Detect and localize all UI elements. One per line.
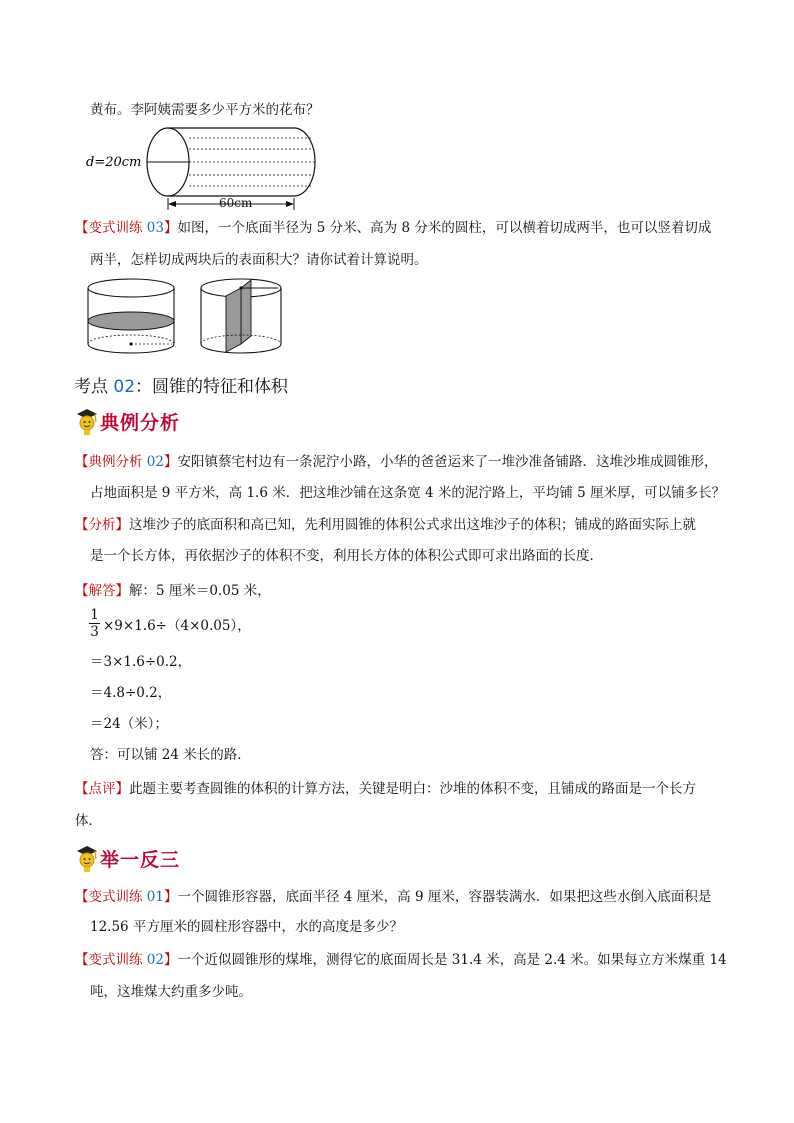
exercise-01: 【变式训练 01】一个圆锥形容器，底面半径 4 厘米，高 9 厘米，容器装满水．如果把这些水倒入底面积是 bbox=[75, 889, 712, 905]
example-02: 【典例分析 02】安阳镇蔡宅村边有一条泥泞小路，小华的爸爸运来了一堆沙准备铺路．这堆沙堆成圆锥形， bbox=[75, 454, 718, 470]
cylinder-figure bbox=[82, 124, 342, 214]
exercise-03: 【变式训练 03】如图，一个底面半径为 5 分米、高为 8 分米的圆柱，可以横着切成两半，也可以竖着切成 bbox=[75, 220, 712, 236]
length-label: 60cm bbox=[219, 196, 253, 210]
comment-tag: 【点评】 bbox=[75, 781, 129, 797]
answer-tag: 【解答】 bbox=[75, 583, 129, 599]
banner-example-analysis bbox=[74, 406, 180, 436]
exercise-tag: 【变式训练 01】 bbox=[75, 889, 178, 905]
answer: 【解答】解：5 厘米＝0.05 米， bbox=[75, 583, 271, 599]
exercise-tag: 【变式训练 02】 bbox=[75, 952, 178, 968]
banner-title: 举一反三 bbox=[100, 848, 181, 871]
comment: 【点评】此题主要考查圆锥的体积的计算方法，关键是明白：沙堆的体积不变，且铺成的路面是一个长方 bbox=[75, 781, 696, 797]
problem-text: 黄布。李阿姨需要多少平方米的花布？ bbox=[90, 102, 320, 118]
banner-practice bbox=[74, 843, 180, 873]
scholar-icon bbox=[74, 843, 100, 873]
example-02-line2: 占地面积是 9 平方米，高 1.6 米．把这堆沙铺在这条宽 4 米的泥泞路上，平均铺 5 厘米厚，可以铺多长？ bbox=[90, 485, 726, 501]
answer-conclusion: 答：可以铺 24 米长的路． bbox=[90, 747, 251, 763]
banner-title: 典例分析 bbox=[100, 411, 181, 434]
answer-step-4: ＝24（米）； bbox=[90, 716, 168, 732]
analysis-tag: 【分析】 bbox=[75, 517, 129, 533]
answer-step-2: ＝3×1.6÷0.2， bbox=[90, 654, 192, 670]
fraction-one-third: 1 3 bbox=[90, 607, 99, 640]
exercise-02: 【变式训练 02】一个近似圆锥形的煤堆，测得它的底面周长是 31.4 米，高是 2.4 米。如果每立方米煤重 14 bbox=[75, 952, 727, 968]
answer-step-3: ＝4.8÷0.2， bbox=[90, 685, 172, 701]
comment-line2: 体． bbox=[75, 813, 102, 829]
section-heading: 考点 02：圆锥的特征和体积 bbox=[74, 377, 289, 397]
answer-step-1: ×9×1.6÷（4×0.05）， bbox=[103, 618, 251, 634]
analysis-line2: 是一个长方体，再依据沙子的体积不变，利用长方体的体积公式即可求出路面的长度． bbox=[90, 548, 603, 564]
exercise-tag: 【变式训练 03】 bbox=[75, 220, 178, 236]
cut-cylinders-figure bbox=[86, 276, 286, 360]
diameter-label: d=20cm bbox=[86, 155, 142, 170]
analysis: 【分析】这堆沙子的底面积和高已知，先利用圆锥的体积公式求出这堆沙子的体积；铺成的路面实际上就 bbox=[75, 517, 696, 533]
exercise-02-line2: 吨，这堆煤大约重多少吨。 bbox=[90, 984, 252, 1000]
example-tag: 【典例分析 02】 bbox=[75, 454, 178, 470]
exercise-03-line2: 两半，怎样切成两块后的表面积大？请你试着计算说明。 bbox=[90, 252, 428, 268]
exercise-01-line2: 12.56 平方厘米的圆柱形容器中，水的高度是多少？ bbox=[90, 919, 403, 935]
scholar-icon bbox=[74, 406, 100, 436]
